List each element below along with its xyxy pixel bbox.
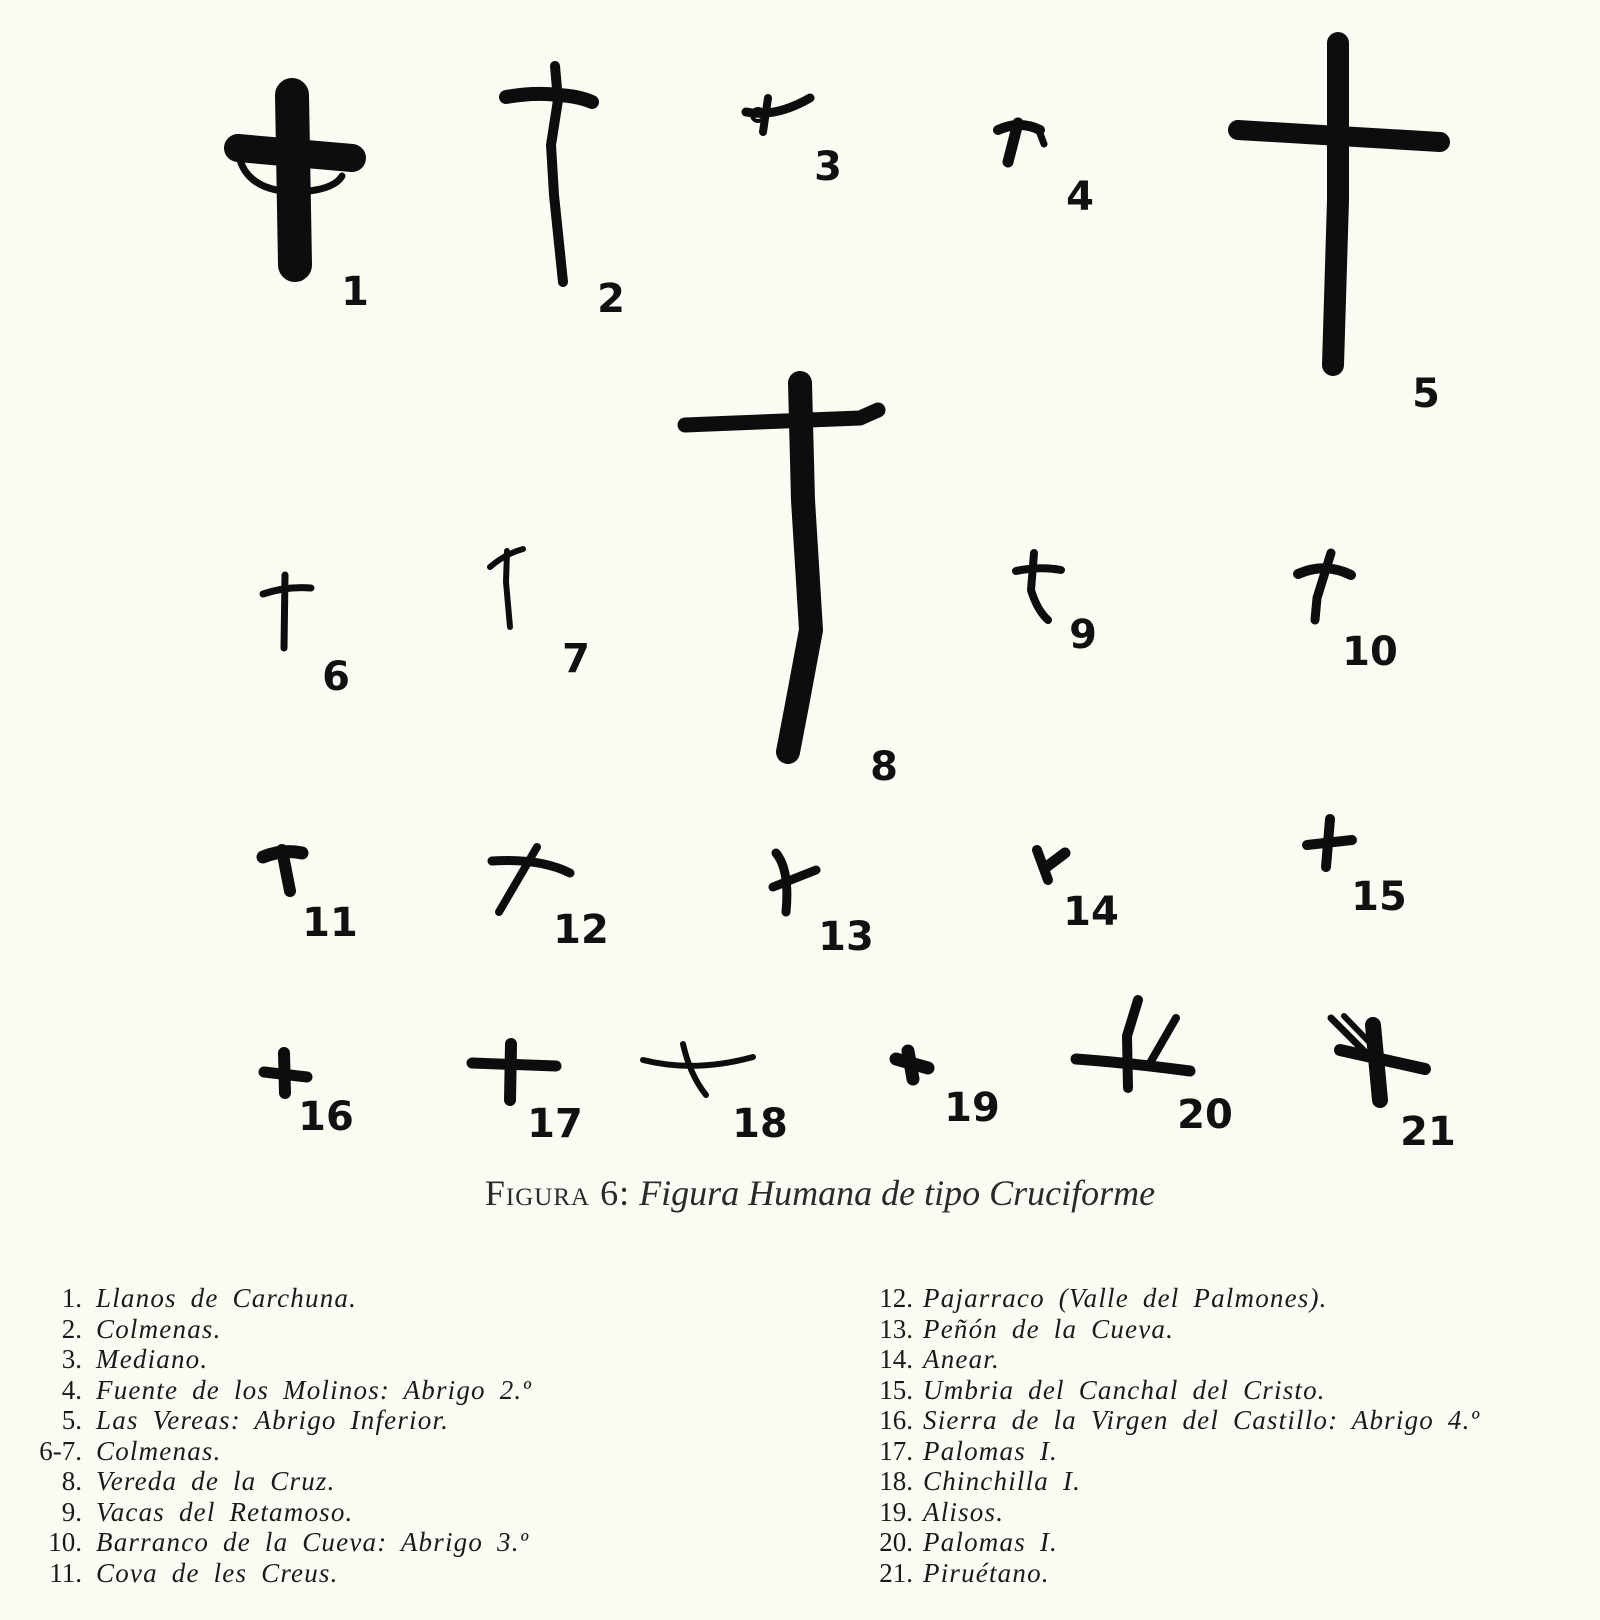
cruciform-figure-18 [643,1044,753,1095]
cruciform-figure-9 [1016,553,1061,620]
cruciform-figure-14 [1037,850,1065,880]
cruciform-figure-16 [264,1053,307,1093]
cruciform-figure-11 [263,850,302,891]
caption-title: Figura Humana de tipo Cruciforme [639,1173,1156,1213]
figure-number-20: 20 [1177,1092,1233,1138]
figure-number-10: 10 [1342,629,1398,675]
cruciform-figure-17 [472,1044,556,1100]
legend-number: 6-7. [39,1435,82,1466]
legend-site: Alisos. [923,1496,1005,1527]
legend-number: 13. [879,1313,913,1344]
legend-site: Fuente de los Molinos: Abrigo 2.º [96,1374,532,1405]
cruciform-figure-13 [773,853,816,912]
cruciform-figure-12 [492,847,570,912]
figure-number-15: 15 [1351,874,1407,920]
legend-site: Sierra de la Virgen del Castillo: Abrigo 4.º [923,1405,1481,1435]
figure-number-21: 21 [1400,1109,1456,1155]
legend-site: Vacas del Retamoso. [96,1496,354,1527]
cruciform-figure-15 [1307,819,1352,867]
legend-number: 15. [879,1374,913,1405]
legend-number: 18. [879,1466,913,1496]
legend-number: 14. [879,1344,913,1374]
figure-number-14: 14 [1063,889,1119,935]
legend-site: Colmenas. [96,1313,222,1344]
figure-number-18: 18 [732,1101,788,1147]
cruciform-figure-21 [1331,1016,1425,1100]
legend-site: Llanos de Carchuna. [96,1283,358,1313]
legend-number: 21. [879,1557,913,1588]
legend-site: Palomas I. [923,1527,1058,1557]
legend-site: Chinchilla I. [923,1466,1082,1496]
figure-number-2: 2 [597,276,625,322]
figure-number-3: 3 [814,144,842,190]
legend-number: 5. [61,1405,82,1435]
figure-number-1: 1 [341,269,369,315]
figure-number-13: 13 [818,914,874,960]
legend-number: 10. [48,1527,82,1557]
legend-number: 8. [61,1466,82,1496]
cruciform-figure-20 [1076,1000,1190,1088]
legend-site: Piruétano. [923,1557,1050,1588]
legend-number: 9. [61,1496,82,1527]
figure-number-7: 7 [562,636,590,682]
figure-number-6: 6 [322,654,350,700]
figure-number-16: 16 [298,1094,354,1140]
legend-number: 17. [879,1435,913,1466]
figure-number-19: 19 [944,1085,1000,1131]
legend-site: Colmenas. [96,1435,222,1466]
legend-number: 12. [879,1283,913,1313]
cruciform-figure-1 [238,88,352,265]
legend-number: 2. [61,1313,82,1344]
cruciform-figure-4 [998,123,1044,162]
cruciform-figure-10 [1298,553,1351,620]
legend-number: 11. [49,1557,82,1588]
legend-site: Las Vereas: Abrigo Inferior. [96,1405,450,1435]
legend-number: 16. [879,1405,913,1435]
legend-site: Cova de les Creus. [96,1557,339,1588]
legend-site: Peñón de la Cueva. [923,1313,1175,1344]
figure-number-4: 4 [1066,174,1094,220]
legend-site: Pajarraco (Valle del Palmones). [923,1283,1328,1313]
cruciform-figure-2 [506,66,592,282]
figure-number-11: 11 [302,900,358,946]
legend-number: 19. [879,1496,913,1527]
legend-site: Umbria del Canchal del Cristo. [923,1374,1326,1405]
cruciform-figure-19 [896,1051,928,1079]
cruciform-figure-6 [263,575,311,648]
legend-site: Anear. [923,1344,1000,1374]
legend-site: Palomas I. [923,1435,1058,1466]
legend-site: Mediano. [96,1344,209,1374]
cruciform-figure-5 [1238,43,1440,365]
cruciform-figure-8 [685,383,878,752]
cruciform-figure-7 [490,549,523,627]
figure-number-8: 8 [870,744,898,790]
legend-number: 4. [61,1374,82,1405]
figure-number-17: 17 [527,1101,583,1147]
figure-caption [0,1172,1600,1214]
figure-number-12: 12 [553,907,609,953]
legend-site: Barranco de la Cueva: Abrigo 3.º [96,1527,530,1557]
cruciform-figure-3 [746,98,810,132]
legend-number: 20. [879,1527,913,1557]
figure-number-9: 9 [1069,612,1097,658]
legend-number: 3. [61,1344,82,1374]
legend-number: 1. [61,1283,82,1313]
caption-label: Figura 6: [484,1173,631,1213]
figure-number-5: 5 [1412,371,1440,417]
legend-site: Vereda de la Cruz. [96,1466,336,1496]
